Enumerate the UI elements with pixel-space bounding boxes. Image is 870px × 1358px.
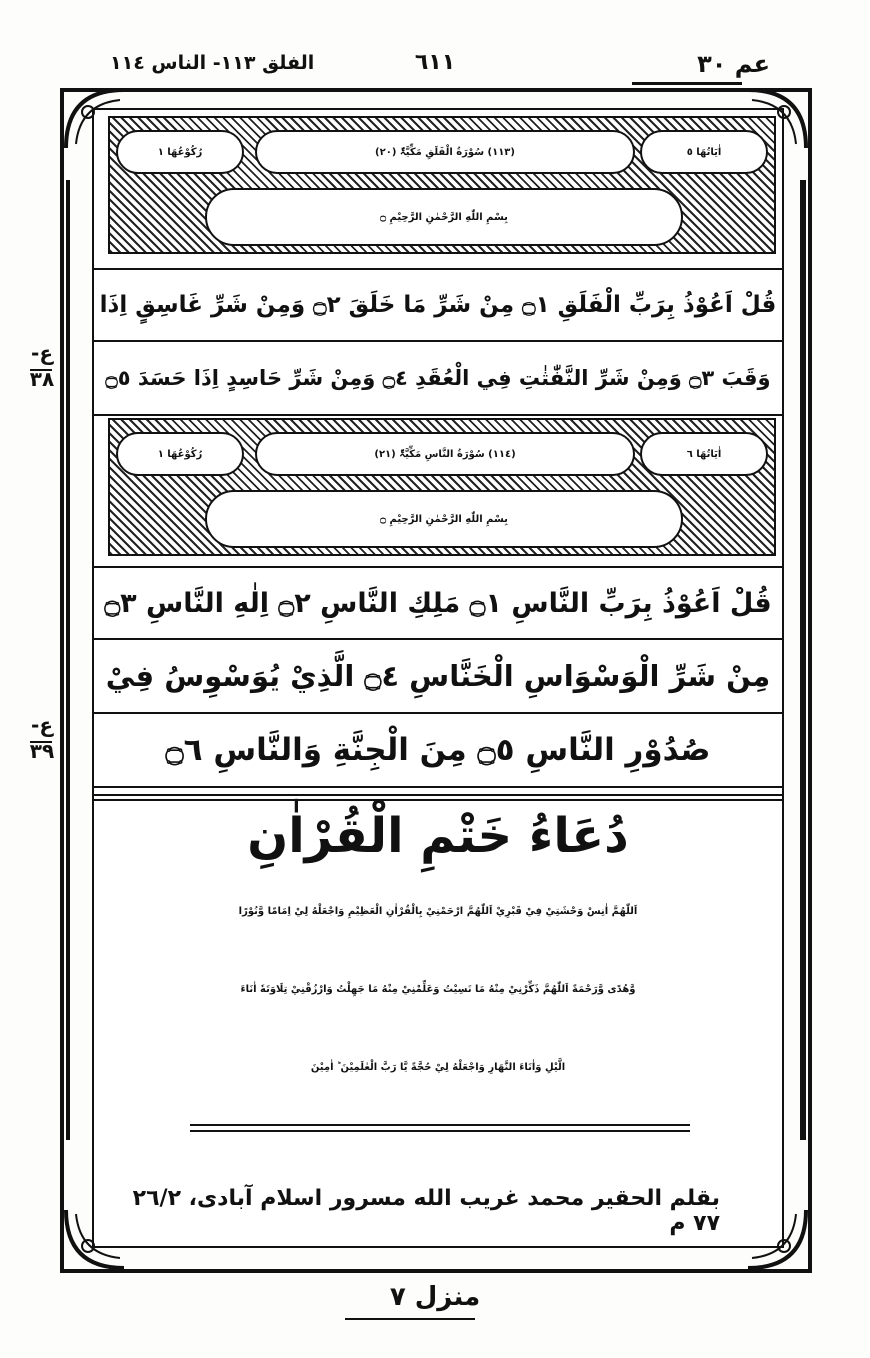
- verse-text: قُلْ اَعُوْذُ بِرَبِّ الْفَلَقِ ۝١ مِنْ شَرِّ مَا خَلَقَ ۝٢ وَمِنْ شَرِّ غَاسِقٍ اِذَا: [99, 292, 777, 318]
- bismillah: بِسْمِ اللّٰهِ الرَّحْمٰنِ الرَّحِيْمِ ۝: [205, 490, 683, 548]
- verse-text: مِنْ شَرِّ الْوَسْوَاسِ الْخَنَّاسِ ۝٤ الَّذِيْ يُوَسْوِسُ فِيْ: [105, 659, 771, 693]
- footer-underline: [345, 1318, 475, 1320]
- verse-text: صُدُوْرِ النَّاسِ ۝٥ مِنَ الْجِنَّةِ وَالنَّاسِ ۝٦: [165, 732, 711, 768]
- dua-line: الَّيْلِ وَاٰنَاءَ النَّهَارِ وَاجْعَلْهُ لِيْ حُجَّةً يَّا رَبَّ الْعٰلَمِيْنَ ؕ اٰمِيْنَ: [310, 1062, 566, 1073]
- verse-line: [92, 268, 784, 342]
- left-border-bar: [66, 180, 80, 1140]
- marker-divider: [30, 741, 52, 743]
- ruku-marker: [24, 340, 60, 392]
- surah-title: (١١٤) سُوْرَةُ النَّاسِ مَكِّيَّۃٌ (٢١): [255, 432, 635, 476]
- section-divider: [92, 799, 784, 801]
- surah-falaq-header: [108, 116, 776, 254]
- verse-text: قُلْ اَعُوْذُ بِرَبِّ النَّاسِ ۝١ مَلِكِ النَّاسِ ۝٢ اِلٰهِ النَّاسِ ۝٣: [104, 587, 772, 619]
- author-credit: بقلم الحقير محمد غريب الله مسرور اسلام آبادی، ٢٦/٢ ٧٧ م: [132, 1186, 720, 1236]
- verse-line: [92, 714, 784, 788]
- marker-bottom: ٣٨: [29, 367, 55, 391]
- right-border-bar: [800, 180, 812, 1140]
- bismillah: بِسْمِ اللّٰهِ الرَّحْمٰنِ الرَّحِيْمِ ۝: [205, 188, 683, 246]
- surah-range: الفلق ١١٣- الناس ١١٤: [110, 52, 315, 74]
- verse-text: وَقَبَ ۝٣ وَمِنْ شَرِّ النَّفّٰثٰتِ فِي الْعُقَدِ ۝٤ وَمِنْ شَرِّ حَاسِدٍ اِذَا حَسَدَ ۝٥: [105, 366, 771, 390]
- marker-top: ع-: [31, 341, 53, 365]
- dua-line: اَللّٰهُمَّ اٰنِسْ وَحْشَتِيْ فِيْ قَبْرِيْ اَللّٰهُمَّ ارْحَمْنِيْ بِالْقُرْاٰنِ الْعَظِيْمِ وَاجْعَلْهُ لِيْ اِمَامًا وَّنُوْرًا: [238, 906, 638, 917]
- verse-line: [92, 640, 784, 714]
- corner-ornament-icon: [742, 1204, 812, 1274]
- dua-line: وَّهُدًى وَّرَحْمَةً اَللّٰهُمَّ ذَكِّرْنِيْ مِنْهُ مَا نَسِيْتُ وَعَلِّمْنِيْ مِنْهُ مَا جَهِلْتُ وَارْزُقْنِيْ تِلَاوَتَهٗ اٰنَاءَ: [240, 984, 636, 995]
- marker-top: ع-: [31, 713, 53, 737]
- ruku-count: رُكُوْعُهَا ١: [116, 130, 244, 174]
- verse-line: [92, 566, 784, 640]
- ruku-marker: [24, 712, 60, 764]
- dua-underline: [190, 1124, 690, 1126]
- juz-underline: [632, 82, 742, 85]
- page-number: ٦١١: [414, 50, 456, 75]
- dua-title: دُعَاءُ خَتْمِ الْقُرْاٰنِ: [247, 808, 629, 864]
- verse-line: [92, 342, 784, 416]
- ruku-count: رُكُوْعُهَا ١: [116, 432, 244, 476]
- ayat-count: اٰيَاتُهَا ٦: [640, 432, 768, 476]
- section-divider: [92, 794, 784, 796]
- marker-bottom: ٣٩: [29, 739, 55, 763]
- manzil-footer: منزل ٧: [389, 1282, 481, 1312]
- surah-nas-header: [108, 418, 776, 556]
- dua-underline: [190, 1130, 690, 1132]
- juz-label: عم ٣٠: [697, 50, 770, 78]
- page-header: [100, 44, 770, 84]
- ayat-count: اٰيَاتُهَا ٥: [640, 130, 768, 174]
- marker-divider: [30, 369, 52, 371]
- surah-title: (١١٣) سُوْرَةُ الْفَلَقِ مَكِّيَّۃٌ (٢٠): [255, 130, 635, 174]
